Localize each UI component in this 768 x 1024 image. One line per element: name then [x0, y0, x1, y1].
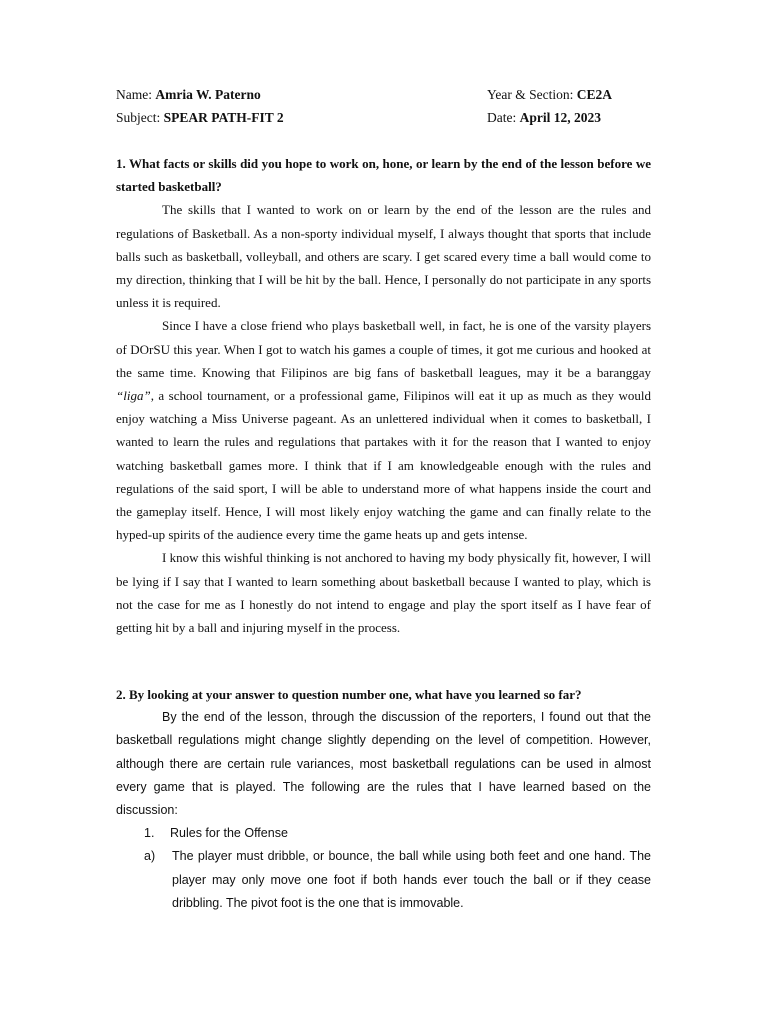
question-2-heading: 2. By looking at your answer to question number one, what have you learned so far? [116, 687, 582, 702]
name-label: Name: [116, 87, 152, 102]
q1-paragraph-3: I know this wishful thinking is not anchored to having my body physically fit, however, I will be lying if I say that I wanted to learn something about basketball because I wanted to play, which is not the case for me as I honestly do not intend to engage and play the sport itself as I have fear of getting hit by a ball and injuring myself in the process. [116, 550, 651, 636]
sub-list-text: The player must dribble, or bounce, the ball while using both feet and one hand. The player may only move one foot if both hands ever touch the ball or if they cease dribbling. The pivot foot is the one that is immovable. [172, 849, 651, 910]
subject-field [116, 107, 284, 129]
year-section-label: Year & Section: [487, 87, 574, 102]
header-row-2 [116, 107, 656, 129]
question-1-heading: 1. What facts or skills did you hope to work on, hone, or learn by the end of the lesson before we started basketball? [116, 156, 651, 195]
q1-paragraph-2-start: Since I have a close friend who plays basketball well, in fact, he is one of the varsity players of DOrSU this year. When I got to watch his games a couple of times, it got me curious and hooked at the same time. Knowing that Filipinos are big fans of basketball leagues, may it be a baranggay [116, 318, 651, 380]
sub-list-marker: a) [144, 849, 156, 864]
year-section-value: CE2A [576, 87, 613, 102]
name-field [116, 84, 261, 106]
date-value: April 12, 2023 [519, 110, 602, 125]
q1-paragraph-2-end: , a school tournament, or a professional game, Filipinos will eat it up as much as they would enjoy watching a Miss Universe pageant. As an unlettered individual when it comes to basketball, I wanted to learn the rules and regulations that partakes with it for the reason that I wanted to enjoy watching basketball games more. I think that if I am knowledgeable enough with the rules and regulations of the said sport, I will be able to understand more of what happens inside the court and the gameplay itself. Hence, I will most likely enjoy watching the game and can finally relate to the hyped-up spirits of the audience every time the game heats up and gets intense. [116, 388, 651, 543]
sub-list-item-a [116, 845, 651, 915]
date-field [487, 107, 601, 129]
date-label: Date: [487, 110, 517, 125]
year-section-field [487, 84, 612, 106]
q2-paragraph-1: By the end of the lesson, through the discussion of the reporters, I found out that the basketball regulations might change slightly depending on the level of competition. However, although there are certain rule variances, most basketball regulations can be used in almost every game that is played. The following are the rules that I have learned based on the discussion: [116, 710, 651, 818]
question-2-section [116, 683, 651, 915]
q1-paragraph-2 [116, 314, 651, 546]
subject-label: Subject: [116, 110, 161, 125]
subject-value: SPEAR PATH-FIT 2 [163, 110, 284, 125]
list-label: Rules for the Offense [170, 826, 288, 841]
name-value: Amria W. Paterno [155, 87, 261, 102]
list-marker: 1. [144, 826, 155, 841]
question-1-section [116, 152, 651, 639]
q1-paragraph-1: The skills that I wanted to work on or learn by the end of the lesson are the rules and regulations of Basketball. As a non-sporty individual myself, I always thought that sports that include balls such as basketball, volleyball, and others are scary. I get scared every time a ball would come to my direction, thinking that I will be hit by the ball. Hence, I personally do not participate in any sports unless it is required. [116, 202, 651, 311]
header-row-1 [116, 84, 656, 106]
list-item-offense-rules [116, 822, 651, 845]
liga-term: “liga” [116, 388, 151, 404]
